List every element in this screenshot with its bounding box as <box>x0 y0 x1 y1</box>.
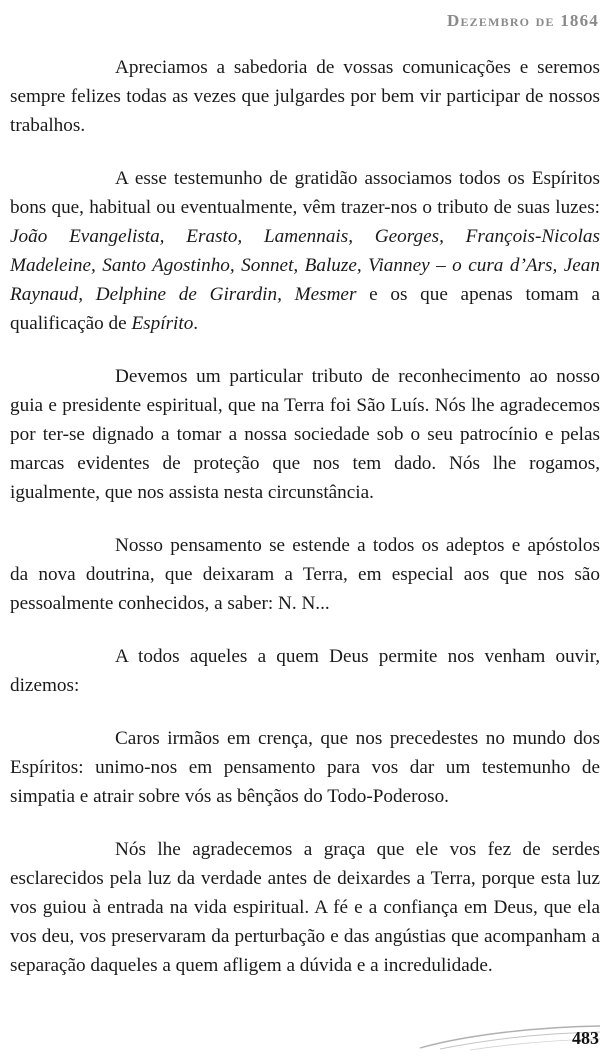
paragraph-text: . <box>193 313 199 334</box>
paragraph-text: Apreciamos a sabedoria de vossas comunicações e seremos sempre felizes todas as vezes que julgardes por bem vir participar de nossos trabalhos. <box>10 57 600 136</box>
paragraph-text: Nós lhe agradecemos a graça que ele vos fez de serdes esclarecidos pela luz da verdade antes de deixardes a Terra, porque esta luz vos guiou à entrada na vida espiritual. A fé e a confiança em Deus, que ela vos deu, vos preservaram da perturbação e das angústias que acompanham a separação daqueles a quem afligem a dúvida e a incredulidade. <box>10 839 600 976</box>
paragraph-text: Devemos um particular tributo de reconhecimento ao nosso guia e presidente espiritual, que na Terra foi São Luís. Nós lhe agradecemos por ter-se dignado a tomar a nossa sociedade sob o seu patrocínio e pelas marcas evidentes de proteção que nos tem dado. Nós lhe rogamos, igualmente, que nos assista nesta circunstância. <box>10 366 600 503</box>
paragraph-6 <box>10 724 600 811</box>
running-header: Dezembro de 1864 <box>447 11 599 30</box>
paragraph-text: e os que apenas tomam a qualificação de <box>10 284 600 334</box>
spirit-names-italic: João Evangelista, Erasto, Lamennais, Georges, François-Nicolas Madeleine, Santo Agostinho, Sonnet, Baluze, Vianney – o cura d’Ars, Jean Raynaud, Delphine de Girardin, Mesmer <box>10 226 600 305</box>
espirito-italic: Espírito <box>131 313 194 334</box>
paragraph-1 <box>10 53 600 140</box>
page-number: 483 <box>572 1028 599 1048</box>
paragraph-7 <box>10 835 600 980</box>
page-footer <box>0 1010 607 1057</box>
page-body <box>10 53 600 1004</box>
paragraph-text: A todos aqueles a quem Deus permite nos venham ouvir, dizemos: <box>10 646 600 696</box>
paragraph-text: Caros irmãos em crença, que nos precedestes no mundo dos Espíritos: unimo-nos em pensamento para vos dar um testemunho de simpatia e atrair sobre vós as bênçãos do Todo-Poderoso. <box>10 728 600 807</box>
paragraph-2 <box>10 164 600 338</box>
swoosh-ornament-icon <box>0 1010 607 1057</box>
paragraph-text: A esse testemunho de gratidão associamos todos os Espíritos bons que, habitual ou eventualmente, vêm trazer-nos o tributo de suas luzes: <box>10 168 600 218</box>
paragraph-4 <box>10 531 600 618</box>
paragraph-5 <box>10 642 600 700</box>
paragraph-3 <box>10 362 600 507</box>
paragraph-text: Nosso pensamento se estende a todos os adeptos e apóstolos da nova doutrina, que deixaram a Terra, em especial aos que nos são pessoalmente conhecidos, a saber: N. N... <box>10 535 600 614</box>
